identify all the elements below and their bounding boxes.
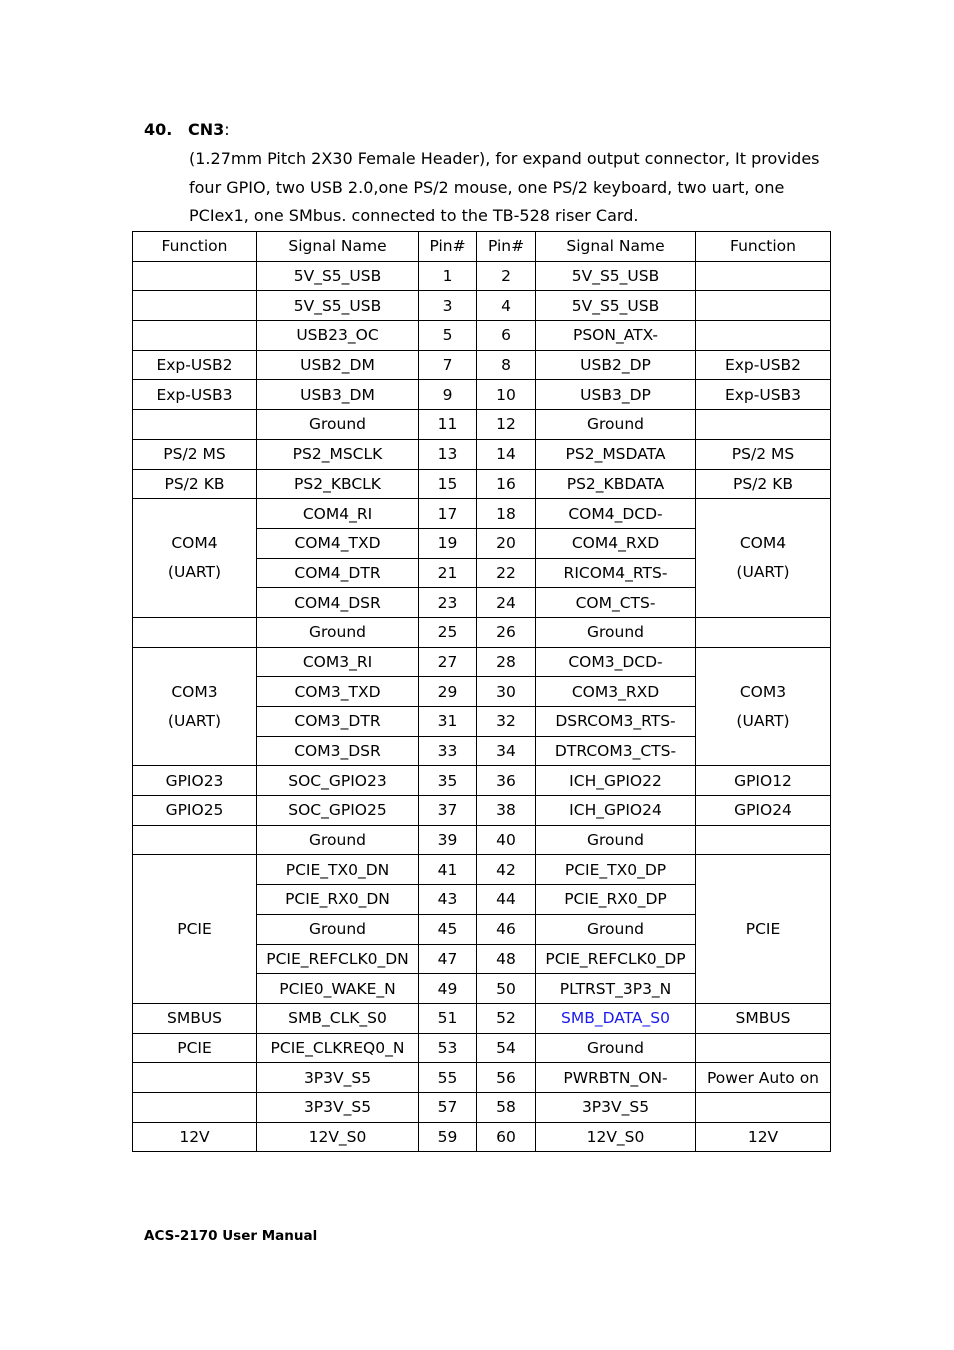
table-row xyxy=(133,380,831,410)
table-cell: Exp-USB3 xyxy=(133,380,257,410)
table-row xyxy=(133,1122,831,1152)
table-header-row xyxy=(133,232,831,262)
table-cell: PCIE_RX0_DP xyxy=(536,885,696,915)
table-row xyxy=(133,855,831,885)
table-cell: 51 xyxy=(419,1003,477,1033)
table-cell: PCIE_REFCLK0_DN xyxy=(257,944,419,974)
table-cell: 3P3V_S5 xyxy=(257,1092,419,1122)
table-cell xyxy=(696,825,831,855)
table-cell: PS/2 MS xyxy=(696,439,831,469)
table-cell xyxy=(133,1063,257,1093)
table-cell: COM4_TXD xyxy=(257,528,419,558)
table-cell: GPIO25 xyxy=(133,796,257,826)
table-cell: 47 xyxy=(419,944,477,974)
table-cell: 48 xyxy=(477,944,536,974)
table-cell: 42 xyxy=(477,855,536,885)
table-cell: 35 xyxy=(419,766,477,796)
table-cell: PCIE_TX0_DN xyxy=(257,855,419,885)
table-cell: 19 xyxy=(419,528,477,558)
table-cell: 40 xyxy=(477,825,536,855)
table-cell: USB2_DP xyxy=(536,350,696,380)
table-cell: 41 xyxy=(419,855,477,885)
table-cell: USB3_DM xyxy=(257,380,419,410)
table-cell: Power Auto on xyxy=(696,1063,831,1093)
table-row xyxy=(133,1092,831,1122)
table-row xyxy=(133,1063,831,1093)
table-cell: PCIE_RX0_DN xyxy=(257,885,419,915)
table-cell xyxy=(696,321,831,351)
table-cell: Ground xyxy=(536,410,696,440)
table-cell: 5V_S5_USB xyxy=(536,291,696,321)
table-cell: 18 xyxy=(477,499,536,529)
table-cell: PLTRST_3P3_N xyxy=(536,974,696,1004)
table-cell: PCIE xyxy=(696,855,831,1003)
table-cell: GPIO12 xyxy=(696,766,831,796)
table-cell: 57 xyxy=(419,1092,477,1122)
table-cell: 2 xyxy=(477,261,536,291)
table-cell: 16 xyxy=(477,469,536,499)
table-cell: 38 xyxy=(477,796,536,826)
column-header: Function xyxy=(696,232,831,262)
section-title: CN3 xyxy=(188,120,225,139)
table-cell: 13 xyxy=(419,439,477,469)
table-cell: COM4_DTR xyxy=(257,558,419,588)
table-cell: USB2_DM xyxy=(257,350,419,380)
table-cell: USB3_DP xyxy=(536,380,696,410)
table-cell: PS2_KBCLK xyxy=(257,469,419,499)
table-cell xyxy=(696,291,831,321)
description-line: (1.27mm Pitch 2X30 Female Header), for expand output connector, It provides xyxy=(189,149,820,168)
table-cell: 26 xyxy=(477,617,536,647)
table-cell: 60 xyxy=(477,1122,536,1152)
table-cell: PSON_ATX- xyxy=(536,321,696,351)
table-row xyxy=(133,766,831,796)
table-cell: GPIO23 xyxy=(133,766,257,796)
table-row xyxy=(133,825,831,855)
table-cell: 46 xyxy=(477,914,536,944)
table-cell: Ground xyxy=(257,410,419,440)
table-cell xyxy=(133,825,257,855)
table-cell: 33 xyxy=(419,736,477,766)
table-cell: 22 xyxy=(477,558,536,588)
table-cell: SOC_GPIO23 xyxy=(257,766,419,796)
table-cell: SMBUS xyxy=(696,1003,831,1033)
table-row xyxy=(133,1033,831,1063)
table-cell: 59 xyxy=(419,1122,477,1152)
table-cell: Ground xyxy=(536,914,696,944)
table-cell: PCIE_CLKREQ0_N xyxy=(257,1033,419,1063)
table-cell xyxy=(696,499,831,618)
table-cell xyxy=(696,1092,831,1122)
table-cell: COM_CTS- xyxy=(536,588,696,618)
table-row xyxy=(133,321,831,351)
table-row xyxy=(133,469,831,499)
table-cell: PCIE xyxy=(133,855,257,1003)
table-cell: 20 xyxy=(477,528,536,558)
table-cell: RICOM4_RTS- xyxy=(536,558,696,588)
table-cell xyxy=(133,410,257,440)
table-cell: COM4_RXD xyxy=(536,528,696,558)
table-cell: 3P3V_S5 xyxy=(536,1092,696,1122)
table-cell xyxy=(696,1033,831,1063)
table-cell: 36 xyxy=(477,766,536,796)
table-cell: COM4_DSR xyxy=(257,588,419,618)
table-cell: DSRCOM3_RTS- xyxy=(536,707,696,737)
page-footer: ACS-2170 User Manual xyxy=(144,1228,318,1244)
table-cell: 43 xyxy=(419,885,477,915)
table-cell: 5V_S5_USB xyxy=(257,291,419,321)
table-cell: 12 xyxy=(477,410,536,440)
table-cell: Ground xyxy=(257,914,419,944)
table-cell: 28 xyxy=(477,647,536,677)
table-cell: PS2_MSCLK xyxy=(257,439,419,469)
table-cell: COM3_DCD- xyxy=(536,647,696,677)
table-cell xyxy=(133,1092,257,1122)
table-cell: 49 xyxy=(419,974,477,1004)
table-cell xyxy=(133,499,257,618)
table-cell: Exp-USB3 xyxy=(696,380,831,410)
table-cell: 27 xyxy=(419,647,477,677)
table-cell: 34 xyxy=(477,736,536,766)
table-cell xyxy=(133,261,257,291)
table-cell: 58 xyxy=(477,1092,536,1122)
table-row xyxy=(133,796,831,826)
cell-line: COM4 xyxy=(171,534,218,553)
table-cell: 32 xyxy=(477,707,536,737)
table-cell: USB23_OC xyxy=(257,321,419,351)
table-cell: 37 xyxy=(419,796,477,826)
table-cell: PS/2 MS xyxy=(133,439,257,469)
table-cell: 45 xyxy=(419,914,477,944)
cell-line: (UART) xyxy=(736,711,790,730)
table-cell: PS2_MSDATA xyxy=(536,439,696,469)
cell-line: COM3 xyxy=(171,682,218,701)
table-cell: PS2_KBDATA xyxy=(536,469,696,499)
table-cell: Ground xyxy=(257,617,419,647)
table-cell: 5 xyxy=(419,321,477,351)
table-cell: COM4_DCD- xyxy=(536,499,696,529)
table-cell: 1 xyxy=(419,261,477,291)
table-cell: SMBUS xyxy=(133,1003,257,1033)
table-cell xyxy=(696,647,831,766)
table-cell: 12V_S0 xyxy=(536,1122,696,1152)
table-cell: 29 xyxy=(419,677,477,707)
table-row xyxy=(133,1003,831,1033)
cell-line: (UART) xyxy=(167,711,222,730)
table-cell: 7 xyxy=(419,350,477,380)
cell-line: (UART) xyxy=(736,563,790,582)
table-cell xyxy=(696,617,831,647)
table-row xyxy=(133,499,831,529)
table-cell xyxy=(696,261,831,291)
table-cell: 4 xyxy=(477,291,536,321)
table-cell: 53 xyxy=(419,1033,477,1063)
table-cell: Ground xyxy=(257,825,419,855)
pinout-table xyxy=(132,231,831,1152)
table-cell: 12V xyxy=(696,1122,831,1152)
table-cell: COM3_DTR xyxy=(257,707,419,737)
table-cell: 11 xyxy=(419,410,477,440)
column-header: Signal Name xyxy=(257,232,419,262)
table-cell: 12V_S0 xyxy=(257,1122,419,1152)
table-cell: PS/2 KB xyxy=(696,469,831,499)
table-cell: 30 xyxy=(477,677,536,707)
table-cell: 21 xyxy=(419,558,477,588)
table-cell: 25 xyxy=(419,617,477,647)
table-cell: SMB_DATA_S0 xyxy=(536,1003,696,1033)
table-cell: 15 xyxy=(419,469,477,499)
table-cell xyxy=(133,321,257,351)
table-cell: 54 xyxy=(477,1033,536,1063)
table-cell: Exp-USB2 xyxy=(133,350,257,380)
table-cell: 31 xyxy=(419,707,477,737)
table-cell: GPIO24 xyxy=(696,796,831,826)
table-cell: 24 xyxy=(477,588,536,618)
column-header: Pin# xyxy=(477,232,536,262)
table-row xyxy=(133,291,831,321)
table-cell: DTRCOM3_CTS- xyxy=(536,736,696,766)
table-row xyxy=(133,617,831,647)
description-line: four GPIO, two USB 2.0,one PS/2 mouse, one PS/2 keyboard, two uart, one xyxy=(189,177,785,197)
table-cell: 17 xyxy=(419,499,477,529)
cell-line: (UART) xyxy=(167,563,222,582)
cell-line: COM4 xyxy=(739,534,787,553)
section-number: 40. xyxy=(144,120,173,139)
section-description xyxy=(189,145,829,231)
table-cell: PCIE_TX0_DP xyxy=(536,855,696,885)
table-cell: PWRBTN_ON- xyxy=(536,1063,696,1093)
table-cell xyxy=(133,647,257,766)
table-cell: PS/2 KB xyxy=(133,469,257,499)
table-cell: Ground xyxy=(536,825,696,855)
table-row xyxy=(133,410,831,440)
table-cell: PCIE xyxy=(133,1033,257,1063)
table-cell: 39 xyxy=(419,825,477,855)
table-cell: COM4_RI xyxy=(257,499,419,529)
table-cell: COM3_RI xyxy=(257,647,419,677)
table-row xyxy=(133,350,831,380)
table-cell: 50 xyxy=(477,974,536,1004)
table-cell: COM3_TXD xyxy=(257,677,419,707)
table-cell: SMB_CLK_S0 xyxy=(257,1003,419,1033)
table-cell: 5V_S5_USB xyxy=(536,261,696,291)
column-header: Function xyxy=(133,232,257,262)
table-cell xyxy=(133,617,257,647)
table-cell: 5V_S5_USB xyxy=(257,261,419,291)
table-row xyxy=(133,647,831,677)
table-cell xyxy=(133,291,257,321)
table-cell: 3P3V_S5 xyxy=(257,1063,419,1093)
table-cell: 14 xyxy=(477,439,536,469)
table-cell: Exp-USB2 xyxy=(696,350,831,380)
table-cell: Ground xyxy=(536,617,696,647)
table-cell: 12V xyxy=(133,1122,257,1152)
table-cell: 8 xyxy=(477,350,536,380)
table-cell: 9 xyxy=(419,380,477,410)
table-cell: 55 xyxy=(419,1063,477,1093)
table-cell: PCIE_REFCLK0_DP xyxy=(536,944,696,974)
table-cell: 52 xyxy=(477,1003,536,1033)
table-cell: PCIE0_WAKE_N xyxy=(257,974,419,1004)
column-header: Pin# xyxy=(419,232,477,262)
section-heading xyxy=(144,117,230,143)
table-cell: 23 xyxy=(419,588,477,618)
description-line: PCIex1, one SMbus. connected to the TB-528 riser Card. xyxy=(189,206,639,225)
table-cell: Ground xyxy=(536,1033,696,1063)
table-cell: 10 xyxy=(477,380,536,410)
table-cell: SOC_GPIO25 xyxy=(257,796,419,826)
table-row xyxy=(133,439,831,469)
cell-line: COM3 xyxy=(739,682,787,701)
table-cell: 3 xyxy=(419,291,477,321)
table-cell: ICH_GPIO24 xyxy=(536,796,696,826)
table-cell: COM3_RXD xyxy=(536,677,696,707)
table-cell: ICH_GPIO22 xyxy=(536,766,696,796)
table-cell: 6 xyxy=(477,321,536,351)
table-cell: 56 xyxy=(477,1063,536,1093)
table-row xyxy=(133,261,831,291)
table-cell: 44 xyxy=(477,885,536,915)
column-header: Signal Name xyxy=(536,232,696,262)
table-cell xyxy=(696,410,831,440)
section-colon: : xyxy=(224,120,230,139)
table-cell: COM3_DSR xyxy=(257,736,419,766)
